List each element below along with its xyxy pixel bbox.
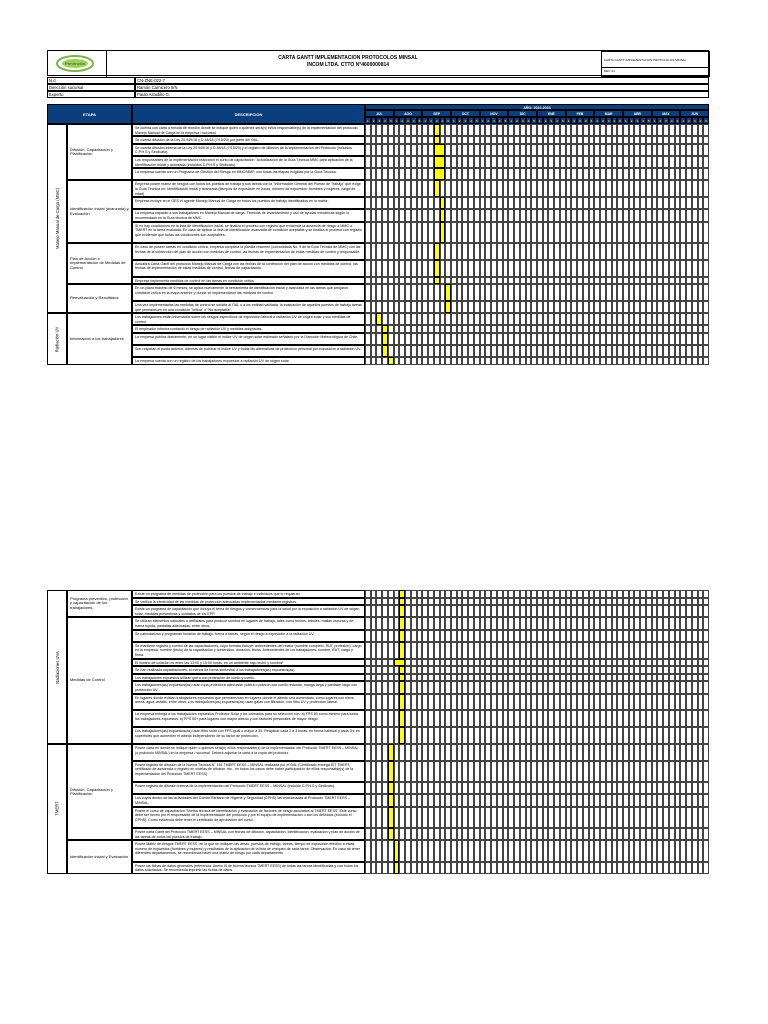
month-header: FEB xyxy=(566,110,595,117)
week-header: 2 xyxy=(371,117,377,124)
task-description: Se utilizan elementos naturales o artificiales para producir sombra en lugares de trabajo, tales como techos, árboles, mallas oscuras y de trama tupida, pantallas adecuadas, entre otros. xyxy=(132,617,365,629)
gantt-row xyxy=(365,744,709,761)
gantt-cell xyxy=(703,284,709,301)
gantt-cell xyxy=(703,333,709,345)
protocol-label-text: Manejo Manual de Carga (MMC) xyxy=(54,188,60,250)
week-header: 2 xyxy=(543,117,549,124)
gantt-bar xyxy=(434,243,440,260)
gantt-row xyxy=(365,862,709,874)
gantt-cell xyxy=(703,659,709,667)
week-header: 3 xyxy=(577,117,583,124)
week-header: 2 xyxy=(629,117,635,124)
week-header: 2 xyxy=(571,117,577,124)
gantt-row xyxy=(365,659,709,667)
gantt-row xyxy=(365,325,709,333)
month-header: OCT xyxy=(451,110,480,117)
task-description: Existe un programa de capacitación que incluya el tema de riesgos y consecuencias para la salud por la exposición a radiación UV de origen solar, medidas preventivas y cuidados de los EPP. xyxy=(132,605,365,617)
gantt-row xyxy=(365,144,709,156)
week-header: 1 xyxy=(623,117,629,124)
gantt-cell xyxy=(703,862,709,874)
gantt-bar xyxy=(434,156,445,168)
week-header: 3 xyxy=(520,117,526,124)
task-description: La empresa publica diariamente, en un lugar visible el índice UV de origen solar estimado señalado por la Dirección Meteorológica de Chile. xyxy=(132,333,365,345)
week-header: 2 xyxy=(686,117,692,124)
year-label: AÑO: 2022-2023 xyxy=(365,104,709,110)
week-header: 5 xyxy=(474,117,480,124)
task-description: Posee registro de difusión de la Norma Técnica N° 161 TMERT EESS – MINSAL realizada por el OAL (Certificado entrega EIT TMERT, certificado de asistencia o registro en charlas de difusión, etc., en todos los casos debe haber participación de el/los responsable(s) de la implementación del Protocolo TMERT EESS). xyxy=(132,761,365,782)
gantt-cell xyxy=(703,617,709,629)
week-header: 5 xyxy=(703,117,709,124)
gantt-bar xyxy=(399,694,405,711)
document-title xyxy=(108,55,588,69)
gantt-row xyxy=(365,807,709,828)
gantt-cell xyxy=(703,694,709,711)
task-description: Los trabajadores están informados sobre los riesgos específicos de exposición laboral a radiación UV de origen solar y sus medidas de control. xyxy=(132,313,365,325)
page-1 xyxy=(47,50,709,490)
gantt-row xyxy=(365,642,709,659)
gantt-cell xyxy=(703,144,709,156)
week-header: 2 xyxy=(485,117,491,124)
gantt-cell xyxy=(703,807,709,828)
logo-divider xyxy=(106,51,107,77)
week-header: 5 xyxy=(388,117,394,124)
stage-label: Programa preventivo, protección y capacitación de los trabajadores. xyxy=(67,590,132,617)
gantt-row xyxy=(365,666,709,674)
week-header: 4 xyxy=(640,117,646,124)
month-header: DIC xyxy=(508,110,537,117)
week-header: 3 xyxy=(491,117,497,124)
protocol-label-text: TMERT xyxy=(54,801,60,817)
gantt-row xyxy=(365,222,709,243)
gantt-cell xyxy=(703,197,709,209)
stage-label: Información a los trabajadores xyxy=(67,313,132,365)
task-description: Posee registro de difusión interna de la implementación del Protocolo TMERT EESS – MINSAL (incluido C.P.H.S y Sindicato). xyxy=(132,782,365,794)
week-header: 4 xyxy=(526,117,532,124)
week-header: 1 xyxy=(566,117,572,124)
gantt-cell xyxy=(703,243,709,260)
info-label: Dirección sucursal xyxy=(47,84,135,91)
week-header: 5 xyxy=(560,117,566,124)
gantt-row xyxy=(365,209,709,221)
week-header: 2 xyxy=(457,117,463,124)
week-header: 3 xyxy=(405,117,411,124)
gantt-row xyxy=(365,333,709,345)
stage-label: Difusión, Capacitación y Planificación xyxy=(67,744,132,840)
stage-label: Identificación inicial (avanzada) y Evaluación xyxy=(67,180,132,243)
gantt-row xyxy=(365,782,709,794)
gantt-cell xyxy=(703,666,709,674)
column-header-descripcion: DESCRIPCION xyxy=(132,104,365,124)
task-description: Se han realizado capacitaciones, al menos de forma semestral a los trabajadores(as) expuestos(as). xyxy=(132,666,365,674)
gantt-row xyxy=(365,136,709,144)
info-value: Ramón Carnicero 5/N xyxy=(135,84,709,91)
gantt-row xyxy=(365,313,709,325)
gantt-cell xyxy=(703,156,709,168)
gantt-cell xyxy=(703,357,709,365)
gantt-row xyxy=(365,243,709,260)
gantt-bar xyxy=(399,642,405,659)
gantt-row xyxy=(365,598,709,606)
gantt-row xyxy=(365,197,709,209)
week-header: 4 xyxy=(612,117,618,124)
week-header: 5 xyxy=(417,117,423,124)
week-header: 3 xyxy=(692,117,698,124)
gantt-row xyxy=(365,840,709,861)
week-header: 1 xyxy=(680,117,686,124)
task-description: Se mantiene registro y control de las capacitaciones, cuyo formato incluye: antecedentes del relator (nombre completo, RUT, profesión), cargo en la empresa, nombre (título) de la capacitación y contenidos, duración, fecha. Antecedentes de los trabajadores, nombre, RUT, cargo y firma. xyxy=(132,642,365,659)
gantt-bar xyxy=(388,782,394,794)
task-description: Son respetan el punto anterior, además de publicar el índice UV y todas las alternativas de protección personal por exposición a radiación UV. xyxy=(132,345,365,357)
gantt-row xyxy=(365,124,709,136)
page-2 xyxy=(47,590,709,1024)
week-header: 1 xyxy=(537,117,543,124)
gantt-bar xyxy=(434,168,445,180)
week-header: 4 xyxy=(497,117,503,124)
right-doc-box xyxy=(601,51,710,77)
week-header: 5 xyxy=(589,117,595,124)
stage-label: Identificación inicial y Evaluación xyxy=(67,840,132,874)
task-description: Posee las fichas de datos generales (referencia: Anexo III de Norma técnica TMERT EESS) de todas las tareas identificadas y con todos los datos solicitados. Se recomienda imprimir las fichas de datos xyxy=(132,862,365,874)
gantt-cell xyxy=(703,794,709,806)
gantt-row xyxy=(365,277,709,285)
gantt-bar xyxy=(440,222,446,243)
week-header: 3 xyxy=(376,117,382,124)
protocol-label xyxy=(47,313,67,365)
task-description: La empresa cuenta con un Programa de Gestión del Riesgo en MMC/MMP, con todas las etapas exigidas por la Guía Técnica. xyxy=(132,168,365,180)
week-header: 3 xyxy=(462,117,468,124)
gantt-bar xyxy=(399,605,405,617)
gantt-cell xyxy=(703,727,709,744)
task-description: Empresa posee matriz de riesgos con todos los puestos de trabajo y sus tareas con la "Información General del Puesto de Trabajo" que exige la Guía Técnica en: Identificación inicial y avanzada (tiempos de exposición en horas, número de expuestos: hombres y mujeres, cargo de edad). xyxy=(132,180,365,197)
gantt-cell xyxy=(703,828,709,840)
week-header: 1 xyxy=(652,117,658,124)
gantt-bar xyxy=(434,277,440,285)
protocol-label-text: Radiaciones UVA xyxy=(54,650,60,684)
gantt-row xyxy=(365,617,709,629)
week-header: 1 xyxy=(480,117,486,124)
gantt-bar xyxy=(399,617,405,629)
gantt-row xyxy=(365,284,709,301)
info-label: Experto xyxy=(47,91,135,98)
month-header: AGO xyxy=(394,110,423,117)
task-description: Posee Matriz de riesgos TMERT EESS, en la que se indiquen las áreas, puestos de trabajo, tareas, tiempo de exposición efectivo a éstas, número de expuestos (hombres y mujeres) y resultados de la aplicación de la lista de chequeo de cada tarea. Observación: En caso de tener diferentes departamentos, se recomienda hacer una matriz de riesgo por cada departamento. xyxy=(132,840,365,861)
gantt-cell xyxy=(703,209,709,221)
gantt-row xyxy=(365,761,709,782)
week-header: 1 xyxy=(365,117,371,124)
week-header: 2 xyxy=(514,117,520,124)
week-header: 1 xyxy=(451,117,457,124)
gantt-cell xyxy=(703,313,709,325)
week-header: 2 xyxy=(428,117,434,124)
month-header: JUN xyxy=(680,110,709,117)
gantt-cell xyxy=(703,168,709,180)
gantt-cell xyxy=(703,301,709,313)
task-description: Posee carta Gantt del Protocolo TMERT EESS – MINSAL con fechas de difusión, capacitación, identificación, evaluación y plan de acción de las tareas de todos los puestos de trabajo. xyxy=(132,828,365,840)
month-header: JUL xyxy=(365,110,394,117)
gantt-cell xyxy=(703,710,709,727)
gantt-bar xyxy=(445,284,451,301)
task-description: Se calendarizan y programan horarios de trabajo, forma a tareas, según el riesgo a exposición a la radiación UV. xyxy=(132,630,365,642)
week-header: 2 xyxy=(399,117,405,124)
protocol-label-text: Radiación UV xyxy=(54,326,60,352)
week-header: 4 xyxy=(468,117,474,124)
gantt-row xyxy=(365,345,709,357)
gantt-bar xyxy=(440,209,446,221)
task-description: Si no hay condiciones en la lista de identificación inicial, se finaliza el proceso con registro que evidencie la ausencia de riesgo a MMC o TMERT en la tarea evaluada. En caso de aplicar la lista de identificación avanzada de condición aceptable y se finaliza el proceso con registro que evidencie que todas las condiciones son aceptables. xyxy=(132,222,365,243)
stage-label: Difusión, Capacitación y Planificación xyxy=(67,124,132,180)
gantt-bar xyxy=(394,659,405,667)
gantt-row xyxy=(365,605,709,617)
gantt-bar xyxy=(440,197,446,209)
gantt-row xyxy=(365,681,709,693)
week-header: 5 xyxy=(445,117,451,124)
gantt-row xyxy=(365,794,709,806)
stage-label: Medidas de Control xyxy=(67,617,132,744)
month-header: SEP xyxy=(422,110,451,117)
protocol-label xyxy=(47,744,67,874)
week-header: 1 xyxy=(394,117,400,124)
info-value: CN-ZNE-022-7 xyxy=(135,77,709,84)
title-line-2: INCOM LTDA. CTTO N°4600000814 xyxy=(306,62,390,68)
task-description: Los trabajadores(as) expuestos(as) usan ropa protectora adecuada: polera o polerón con cuello redondo, manga larga y pantalón largo con protección UV. xyxy=(132,681,365,693)
gantt-row xyxy=(365,590,709,598)
info-label: N.d xyxy=(47,77,135,84)
week-header: 4 xyxy=(382,117,388,124)
week-header: 4 xyxy=(554,117,560,124)
gantt-bar xyxy=(388,828,394,840)
gantt-row xyxy=(365,828,709,840)
task-description: El empleador informa contando el riesgo de radiación UV y medidas adoptadas. xyxy=(132,325,365,333)
gantt-bar xyxy=(388,794,394,806)
logo-text: Prevención xyxy=(64,61,86,66)
task-description: En caso de poseer tareas en condición crítica, empresa completa la planilla resumen (consolidada No. 9 de la Guía Técnica de MMC) con las fechas de la confección del plan de acción con medidas de control, las fechas de implementación de estas medidas de control y responsable. xyxy=(132,243,365,260)
gantt-bar xyxy=(399,727,405,744)
week-header: 2 xyxy=(657,117,663,124)
gantt-bar xyxy=(388,761,394,782)
task-description: Existe un programa de medidas de protección para los puestos de trabajo e individuos que lo requieran. xyxy=(132,590,365,598)
week-header: 4 xyxy=(583,117,589,124)
gantt-bar xyxy=(434,144,445,156)
task-description: Se cuenta difusión de la Ley 20.949/16 y D.48/18 (7/15/20) por parte del OAL. xyxy=(132,136,365,144)
column-header-etapa: ETAPA xyxy=(47,104,132,124)
week-header: 5 xyxy=(617,117,623,124)
task-description: Actualiza Carta Gantt del protocolo Manejo Manual de Carga con las fechas de la confección del plan de acción con medidas de control, las fechas de implementación de estas medidas de control, fechas de capacitación. xyxy=(132,260,365,277)
task-description: Empresa implementa medidas de control en las tareas en condición crítica. xyxy=(132,277,365,285)
gantt-bar xyxy=(382,333,388,345)
gantt-cell xyxy=(703,840,709,861)
task-description: Empresa incluye en el GES el agente Manejo Manual de Carga en todos los puestos de trabajo identificados en la matriz. xyxy=(132,197,365,209)
gantt-bar xyxy=(388,744,394,761)
gantt-bar xyxy=(399,590,405,598)
task-description: Se cuenta difusión interna de la Ley 20.949/16 y D.48/18 (7/15/20) y el registro de difusión de la implementación del Protocolo (incluidos C.P.H.S y Sindicato). xyxy=(132,144,365,156)
gantt-bar xyxy=(434,124,440,136)
gantt-bar xyxy=(399,674,405,682)
task-description: En un plazo máximo de 6 meses, se aplica nuevamente la herramienta de identificación inicial y avanzada en las tareas que arrojaron condición crítica en la etapa anterior y donde se implementaron las medidas de control. xyxy=(132,284,365,301)
task-description: Posee carta en donde se indique quién o quienes será(n) el/los responsable(s) de la implementación del Protocolo TMERT EESS – MINSAL (o protocolo MINSAL) en la empresa / sucursal. Deberá adjuntar la carta a la copia del protocolo. xyxy=(132,744,365,761)
week-header: 1 xyxy=(594,117,600,124)
month-header: MAR xyxy=(594,110,623,117)
week-header: 4 xyxy=(669,117,675,124)
gantt-cell xyxy=(703,744,709,761)
task-description: Los trabajadores expuestos utilizan gorro con protección de cuello y cuello. xyxy=(132,674,365,682)
task-description: Los trabajadores(as) expuestos(as) usan filtro solar con FPS igual o mayor a 30. Reaplicar cada 2 a 3 horas, en forma habitual y cada 2hr en superficies que aumenten el albedo independiente de su factor de protección. xyxy=(132,727,365,744)
right-doc-name: CARTA GANTT IMPLEMENTACION PROTOCOLOS MINSAL xyxy=(604,58,687,62)
task-description: Los responsables de la implementación realizaron el curso de capacitación "Actualización de la Guía Técnica MMC para aplicación de la Identificación Inicial y avanzada (incluidos C.P.H.S y Sindicato). xyxy=(132,156,365,168)
gantt-bar xyxy=(382,345,388,357)
gantt-bar xyxy=(394,840,400,861)
task-description: Se cuenta con carta o minuta de reunión donde se indique quién o quienes será(n) el/los responsable(s) de la implementación del protocolo Manejo Manual de Carga en la empresa / sucursal. xyxy=(132,124,365,136)
task-description: Posee el curso de capacitación "Norma técnica de identificación y evaluación de factores de riesgo asociados al TMERT EESS" Este curso debe ser hecho por el responsable de la implementación del protocolo y por el equipo de implementación o son los definidos (incluido el CPHS). Como evidencia debe tener el certificado de aprobación del curso. xyxy=(132,807,365,828)
gantt-cell xyxy=(703,782,709,794)
gantt-bar xyxy=(399,666,405,674)
title-line-1: CARTA GANTT IMPLEMENTACION PROTOCOLOS MINSAL xyxy=(278,55,418,61)
gantt-bar xyxy=(382,325,388,333)
task-description: La empresa entrega a los trabajadores expuestos Protector Solar y los colmados para su selección con: a) FPS 50 como mínimo para todos los trabajadores expuestos. b) FPS 50+ para lugares con mayor albedo y con factores personales de mayor riesgo. xyxy=(132,710,365,727)
gantt-bar xyxy=(388,357,394,365)
task-description: En lugares donde existan trabajadores expuestos que permanezcan en lugares donde el albedo sea aumentado, como lugares con nieve, arena, agua, asfalto, entre otros. Los trabajadores(as) expuestos(as) usan gafas con filtración, con filtro UV y protección lateral. xyxy=(132,694,365,711)
gantt-bar xyxy=(376,313,382,325)
gantt-bar xyxy=(399,710,405,727)
month-header: ABR xyxy=(623,110,652,117)
gantt-bar xyxy=(434,136,440,144)
task-description: La empresa cuenta con un registro de los trabajadores expuestos a radiación UV de origen solar. xyxy=(132,357,365,365)
gantt-cell xyxy=(703,180,709,197)
gantt-cell xyxy=(703,345,709,357)
month-header: ENE xyxy=(537,110,566,117)
gantt-row xyxy=(365,168,709,180)
week-header: 4 xyxy=(411,117,417,124)
month-header: NOV xyxy=(480,110,509,117)
week-header: 3 xyxy=(606,117,612,124)
gantt-cell xyxy=(703,674,709,682)
protocol-label xyxy=(47,124,67,313)
protocol-label xyxy=(47,590,67,744)
gantt-cell xyxy=(703,136,709,144)
header-box xyxy=(47,50,709,76)
gantt-cell xyxy=(703,222,709,243)
gantt-bar xyxy=(399,681,405,693)
gantt-cell xyxy=(703,630,709,642)
week-header: 5 xyxy=(531,117,537,124)
gantt-bar xyxy=(434,260,440,277)
week-header: 5 xyxy=(675,117,681,124)
task-description: Una vez implementadas las medidas de control se solicita al OAL o a los entidad validada, la evaluación de aquellos puestos de trabajo tareas que permanecen en una condición "crítica" o "No aceptable". xyxy=(132,301,365,313)
gantt-row xyxy=(365,357,709,365)
week-header: 5 xyxy=(646,117,652,124)
gantt-bar xyxy=(388,807,394,828)
gantt-cell xyxy=(703,124,709,136)
gantt-bar xyxy=(399,630,405,642)
gantt-cell xyxy=(703,277,709,285)
gantt-bar xyxy=(394,862,400,874)
month-header: MAY xyxy=(652,110,681,117)
week-header: 1 xyxy=(422,117,428,124)
gantt-row xyxy=(365,710,709,727)
week-header: 4 xyxy=(440,117,446,124)
week-header: 5 xyxy=(503,117,509,124)
task-description: Se verifica la efectividad de las medidas de protección adecuadas implementadas mediante registros. xyxy=(132,598,365,606)
week-header: 3 xyxy=(548,117,554,124)
company-logo xyxy=(56,55,94,72)
task-description: Los cuyos dentro de las actividades del Comité Paritario de Higiene y Seguridad (CPHS) las relacionadas al Protocolo TMERT EESS – MINSAL. xyxy=(132,794,365,806)
info-value: Paulo Astudillo G. xyxy=(135,91,709,98)
gantt-cell xyxy=(703,325,709,333)
gantt-row xyxy=(365,694,709,711)
gantt-cell xyxy=(703,605,709,617)
task-description: El horario de colación es entre las 13:00 y 15:00 horas, en un ambiente bajo techo y sombra* xyxy=(132,659,365,667)
gantt-row xyxy=(365,260,709,277)
week-header: 3 xyxy=(663,117,669,124)
week-header: 3 xyxy=(634,117,640,124)
gantt-row xyxy=(365,156,709,168)
week-header: 4 xyxy=(698,117,704,124)
gantt-row xyxy=(365,180,709,197)
gantt-cell xyxy=(703,598,709,606)
gantt-row xyxy=(365,301,709,313)
gantt-cell xyxy=(703,642,709,659)
gantt-cell xyxy=(703,681,709,693)
week-header: 3 xyxy=(434,117,440,124)
right-doc-rev: REV. 01 xyxy=(604,69,615,73)
gantt-cell xyxy=(703,761,709,782)
gantt-bar xyxy=(399,598,405,606)
gantt-bar xyxy=(434,180,440,197)
stage-label: Reevaluación y Resultados xyxy=(67,284,132,313)
gantt-row xyxy=(365,674,709,682)
gantt-row xyxy=(365,630,709,642)
week-header: 1 xyxy=(508,117,514,124)
gantt-bar xyxy=(445,301,451,313)
task-description: La empresa capacitó a sus trabajadores en Manejo Manual de carga: Técnicas de levantamiento y uso de ayudas mecánicas según lo recomendado en la Guía técnica de MMC. xyxy=(132,209,365,221)
gantt-cell xyxy=(703,590,709,598)
stage-label: Plan de Acción e Implementación de Medidas de Control xyxy=(67,243,132,284)
gantt-row xyxy=(365,727,709,744)
gantt-cell xyxy=(703,260,709,277)
week-header: 2 xyxy=(600,117,606,124)
